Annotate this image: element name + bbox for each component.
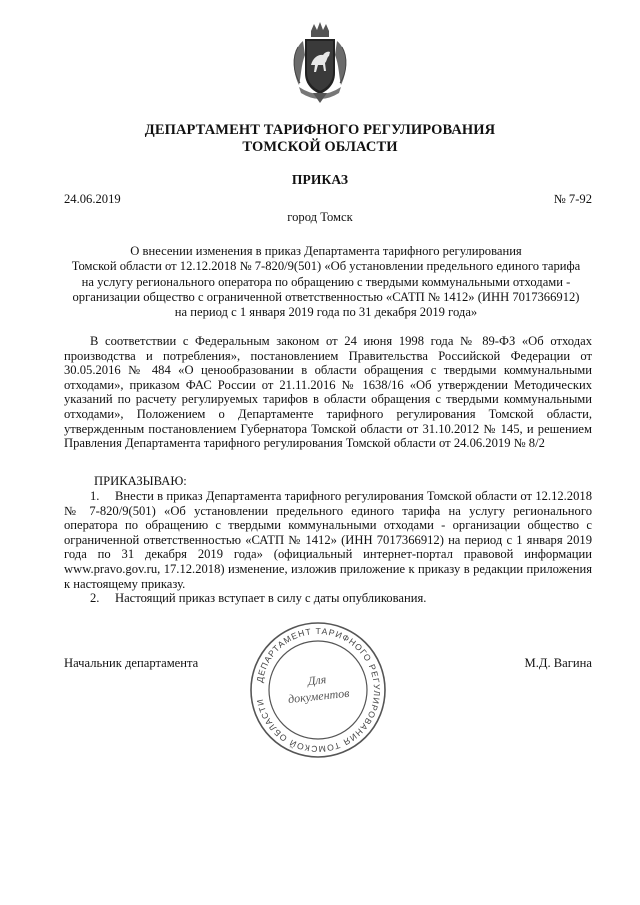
document-number: № 7-92 — [553, 192, 592, 206]
department-name-line2: ТОМСКОЙ ОБЛАСТИ — [242, 139, 398, 155]
document-city: город Томск — [287, 210, 353, 224]
order-item-number: 2. — [90, 591, 100, 606]
order-item-text: Настоящий приказ вступает в силу с даты опубликования. — [115, 591, 427, 606]
order-item-text: Внести в приказ Департамента тарифного регулирования Томской области от 12.12.2018 № 7-820/9(501) «Об установлении предельного единого тарифа на услугу регионального оператора по обращению с твердыми коммунальными отходами - организации общество с ограниченной ответственностью «САТП № 1412» (ИНН 7017366912) на период с 1 января 2019 года по 31 декабря 2019 года» (официальный интернет-портал правовой информации www.pravo.gov.ru, 17.12.2018) изменение, изложив приложение к приказу в редакции приложения к настоящему приказу. — [64, 489, 592, 591]
coat-of-arms-icon — [289, 21, 351, 105]
order-item — [64, 591, 592, 606]
stamp-center-line2: документов — [287, 685, 350, 707]
preamble-paragraph — [64, 334, 592, 451]
order-items — [64, 489, 592, 606]
preamble-text: В соответствии с Федеральным законом от 24 июня 1998 года № 89-ФЗ «Об отходах производства и потребления», постановлением Правительства Российской Федерации от 30.05.2016 № 484 «О ценообразовании в области обращения с твердыми коммунальными отходами», приказом ФАС России от 21.11.2016 № 1638/16 «Об утверждении Методических указаний по расчету регулируемых тарифов в области обращения с твердыми коммунальными отходами», Положением о Департаменте тарифного регулирования Томской области, утвержденным постановлением Губернатора Томской области от 31.10.2012 № 145, и решением Правления Департамента тарифного регулирования Томской области от 24.06.2019 № 8/2 — [64, 334, 592, 451]
document-subject — [60, 244, 592, 320]
subject-line: О внесении изменения в приказ Департамента тарифного регулирования — [130, 244, 522, 258]
department-name-line1: ДЕПАРТАМЕНТ ТАРИФНОГО РЕГУЛИРОВАНИЯ — [144, 122, 496, 138]
order-item — [64, 489, 592, 591]
stamp-center-line1: Для — [307, 672, 327, 688]
stamp-ring-text: ДЕПАРТАМЕНТ ТАРИФНОГО РЕГУЛИРОВАНИЯ ТОМСКОЙ ОБЛАСТИ — [254, 625, 383, 755]
subject-line: на услугу регионального оператора по обращению с твердыми коммунальными отходами - — [81, 274, 571, 289]
signatory-name: М.Д. Вагина — [524, 656, 592, 670]
official-stamp — [248, 620, 388, 760]
subject-line: на период с 1 января 2019 года по 31 декабря 2019 года» — [174, 305, 478, 320]
document-date: 24.06.2019 — [64, 192, 121, 206]
subject-line: Томской области от 12.12.2018 № 7-820/9(501) «Об установлении предельного единого тарифа — [71, 259, 581, 274]
signatory-position: Начальник департамента — [64, 656, 199, 670]
document-type: ПРИКАЗ — [291, 172, 349, 187]
order-word: ПРИКАЗЫВАЮ: — [94, 474, 187, 488]
subject-line: организации общество с ограниченной ответственностью «САТП № 1412» (ИНН 7017366912) — [72, 289, 580, 304]
order-item-number: 1. — [90, 489, 100, 503]
